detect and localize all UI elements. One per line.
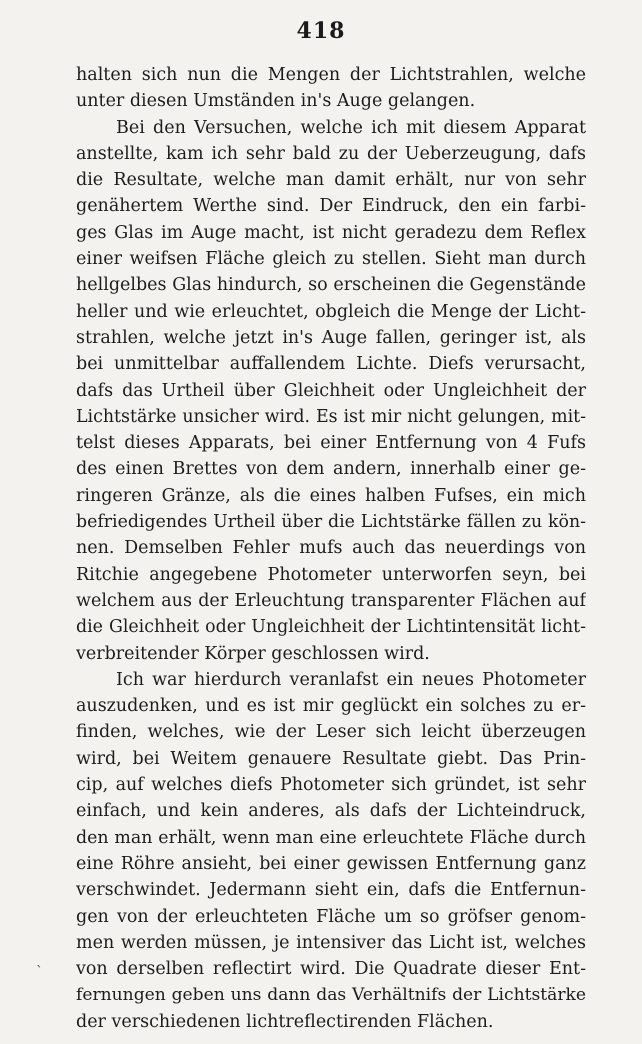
- text-line: befriedigendes Urtheil über die Lichtstärke fällen zu kön-: [76, 512, 586, 533]
- text-line: telst dieses Apparats, bei einer Entfernung von 4 Fufs: [76, 433, 586, 454]
- text-line: wird, bei Weitem genauere Resultate giebt. Das Prin-: [76, 748, 586, 769]
- text-line: Ritchie angegebene Photometer unterworfen seyn, bei: [76, 564, 586, 585]
- text-line: men werden müssen, je intensiver das Licht ist, welches: [76, 932, 586, 953]
- text-line: gen von der erleuchteten Fläche um so gröfser genom-: [76, 906, 586, 927]
- text-line: strahlen, welche jetzt in's Auge fallen, geringer ist, als: [76, 327, 586, 348]
- text-line: genähertem Werthe sind. Der Eindruck, den ein farbi-: [76, 196, 586, 217]
- page-number: 418: [296, 18, 346, 44]
- text-line: Lichtstärke unsicher wird. Es ist mir nicht gelungen, mit-: [76, 406, 586, 427]
- margin-mark: `: [36, 964, 43, 980]
- text-line: hellgelbes Glas hindurch, so erscheinen die Gegenstände: [76, 275, 586, 296]
- paragraph-start-line: Ich war hierdurch veranlafst ein neues Photometer: [116, 669, 586, 690]
- text-line: der verschiedenen lichtreflectirenden Flächen.: [76, 1011, 494, 1032]
- text-line: anstellte, kam ich sehr bald zu der Ueberzeugung, dafs: [76, 143, 586, 164]
- text-line: den man erhält, wenn man eine erleuchtete Fläche durch: [76, 827, 586, 848]
- text-line: einer weifsen Fläche gleich zu stellen. Sieht man durch: [76, 249, 586, 270]
- text-line: ringeren Gränze, als die eines halben Fufses, ein mich: [76, 485, 586, 506]
- text-line: die Resultate, welche man damit erhält, nur von sehr: [76, 170, 586, 191]
- text-line: heller und wie erleuchtet, obgleich die Menge der Licht-: [76, 301, 586, 322]
- text-line: ges Glas im Auge macht, ist nicht geradezu dem Reflex: [76, 222, 586, 243]
- text-line: welchem aus der Erleuchtung transparenter Flächen auf: [76, 590, 586, 611]
- text-line: dafs das Urtheil über Gleichheit oder Ungleichheit der: [76, 380, 586, 401]
- text-line: die Gleichheit oder Ungleichheit der Lichtintensität licht-: [76, 617, 586, 638]
- text-line: unter diesen Umständen in's Auge gelangen.: [76, 91, 476, 112]
- text-line: verschwindet. Jedermann sieht ein, dafs die Entfernun-: [76, 880, 586, 901]
- text-line: fernungen geben uns dann das Verhältnifs der Lichtstärke: [76, 985, 586, 1006]
- text-line: halten sich nun die Mengen der Lichtstrahlen, welche: [76, 65, 586, 85]
- text-line: verbreitender Körper geschlossen wird.: [76, 643, 430, 664]
- text-line: bei unmittelbar auffallendem Lichte. Diefs verursacht,: [76, 354, 586, 375]
- text-line: von derselben reflectirt wird. Die Quadrate dieser Ent-: [76, 959, 586, 980]
- text-line: eine Röhre ansieht, bei einer gewissen Entfernung ganz: [76, 853, 586, 874]
- text-line: nen. Demselben Fehler mufs auch das neuerdings von: [76, 538, 586, 559]
- text-line: des einen Brettes von dem andern, innerhalb einer ge-: [76, 459, 586, 480]
- body-text: [76, 62, 586, 1035]
- text-line: einfach, und kein anderes, als dafs der Lichteindruck,: [76, 801, 586, 822]
- text-line: auszudenken, und es ist mir geglückt ein solches zu er-: [76, 696, 586, 717]
- paragraph-start-line: Bei den Versuchen, welche ich mit diesem Apparat: [116, 117, 586, 138]
- text-line: cip, auf welches diefs Photometer sich gründet, ist sehr: [76, 775, 586, 796]
- text-line: finden, welches, wie der Leser sich leicht überzeugen: [76, 722, 586, 743]
